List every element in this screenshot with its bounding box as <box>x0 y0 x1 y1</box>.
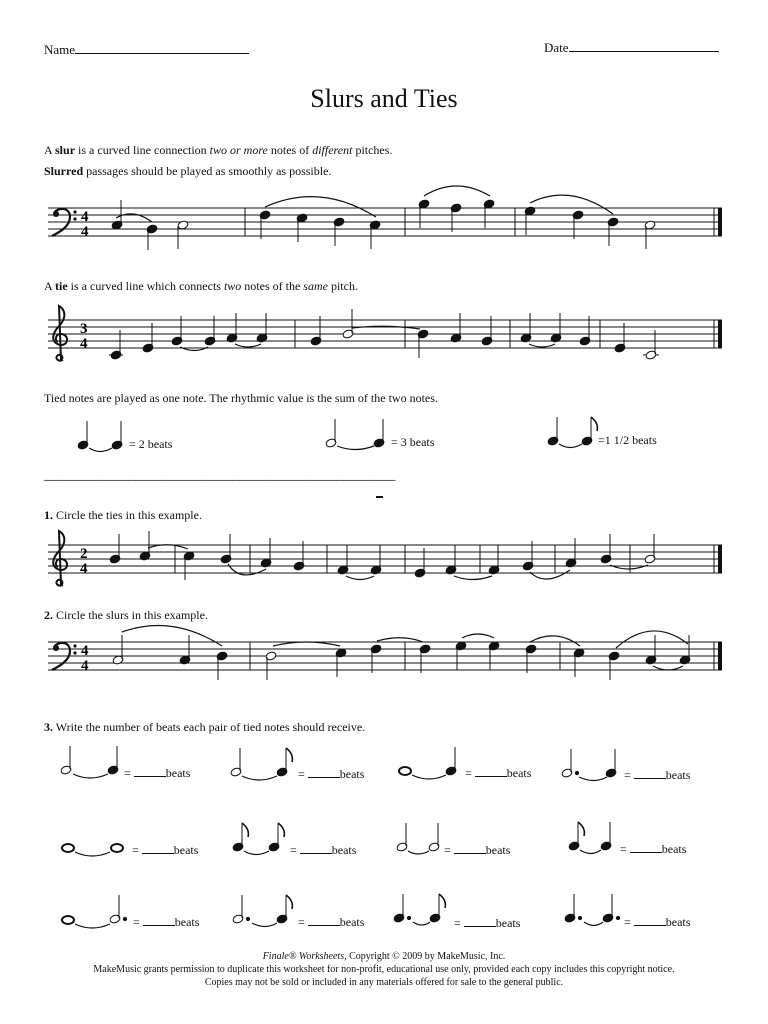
slurred-definition: Slurred passages should be played as smoothly as possible. <box>44 164 332 178</box>
tied-notes-explanation: Tied notes are played as one note. The rhythmic value is the sum of the two notes. <box>44 391 438 405</box>
answer-blank[interactable] <box>634 914 666 926</box>
answer-6: = beats <box>290 843 357 857</box>
treble-clef-icon <box>53 531 67 586</box>
footer-restriction: Copies may not be sold or included in any materials offered for sale to the general public. <box>204 977 564 988</box>
example-1-label: = 2 beats <box>129 437 173 451</box>
answer-5: = beats <box>132 843 199 857</box>
answer-2: = beats <box>298 767 365 781</box>
question-3: 3. Write the number of beats each pair of tied notes should receive. <box>44 720 366 734</box>
answer-blank[interactable] <box>634 767 666 779</box>
answer-blank[interactable] <box>308 914 340 926</box>
answer-blank[interactable] <box>464 915 496 927</box>
svg-text:4: 4 <box>81 643 89 659</box>
divider-line: ______________________________________________________ <box>44 468 395 483</box>
answer-blank[interactable] <box>475 765 507 777</box>
answer-blank[interactable] <box>134 765 166 777</box>
example-3-label: =1 1/2 beats <box>598 433 657 447</box>
answer-3: = beats <box>465 766 532 780</box>
answer-8: = beats <box>620 842 687 856</box>
footer-permission: MakeMusic grants permission to duplicate this worksheet for non-profit, educational use only, provided each copy includes this copyright notice. <box>93 964 675 975</box>
staff-circle-ties <box>0 523 768 593</box>
svg-text:4: 4 <box>81 658 89 674</box>
svg-text:3: 3 <box>80 321 88 337</box>
answer-blank[interactable] <box>308 766 340 778</box>
divider-mark <box>376 496 383 498</box>
date-label: Date <box>544 40 569 55</box>
svg-text:2: 2 <box>80 546 88 562</box>
answer-4: = beats <box>624 768 691 782</box>
footer-copyright: Finale® Worksheets, Copyright © 2009 by MakeMusic, Inc. <box>262 951 506 962</box>
answer-1: = beats <box>124 766 191 780</box>
example-2-label: = 3 beats <box>391 435 435 449</box>
date-field <box>544 40 719 56</box>
answer-blank[interactable] <box>142 842 174 854</box>
question-1: 1. Circle the ties in this example. <box>44 508 202 522</box>
answer-blank[interactable] <box>300 842 332 854</box>
slur-definition: A slur is a curved line connection two or more notes of different pitches. <box>44 143 393 157</box>
svg-text:4: 4 <box>80 336 88 352</box>
name-blank[interactable] <box>75 42 249 54</box>
question-2: 2. Circle the slurs in this example. <box>44 608 208 622</box>
answer-12: = beats <box>624 915 691 929</box>
name-field <box>44 42 249 58</box>
staff-slurs-example <box>0 180 768 250</box>
svg-text:4: 4 <box>81 224 89 240</box>
answer-blank[interactable] <box>143 914 175 926</box>
answer-blank[interactable] <box>454 842 486 854</box>
answer-7: = beats <box>444 843 511 857</box>
staff-circle-slurs <box>0 620 768 690</box>
answer-10: = beats <box>298 915 365 929</box>
answer-blank[interactable] <box>630 841 662 853</box>
svg-text:4: 4 <box>81 209 89 225</box>
name-label: Name <box>44 42 76 57</box>
date-blank[interactable] <box>569 40 719 52</box>
tie-definition: A tie is a curved line which connects two notes of the same pitch. <box>44 279 358 293</box>
answer-9: = beats <box>133 915 200 929</box>
svg-text:4: 4 <box>80 561 88 577</box>
staff-ties-example <box>0 298 768 368</box>
treble-clef-icon <box>53 306 67 361</box>
page-title: Slurs and Ties <box>310 84 458 113</box>
answer-11: = beats <box>454 916 521 930</box>
